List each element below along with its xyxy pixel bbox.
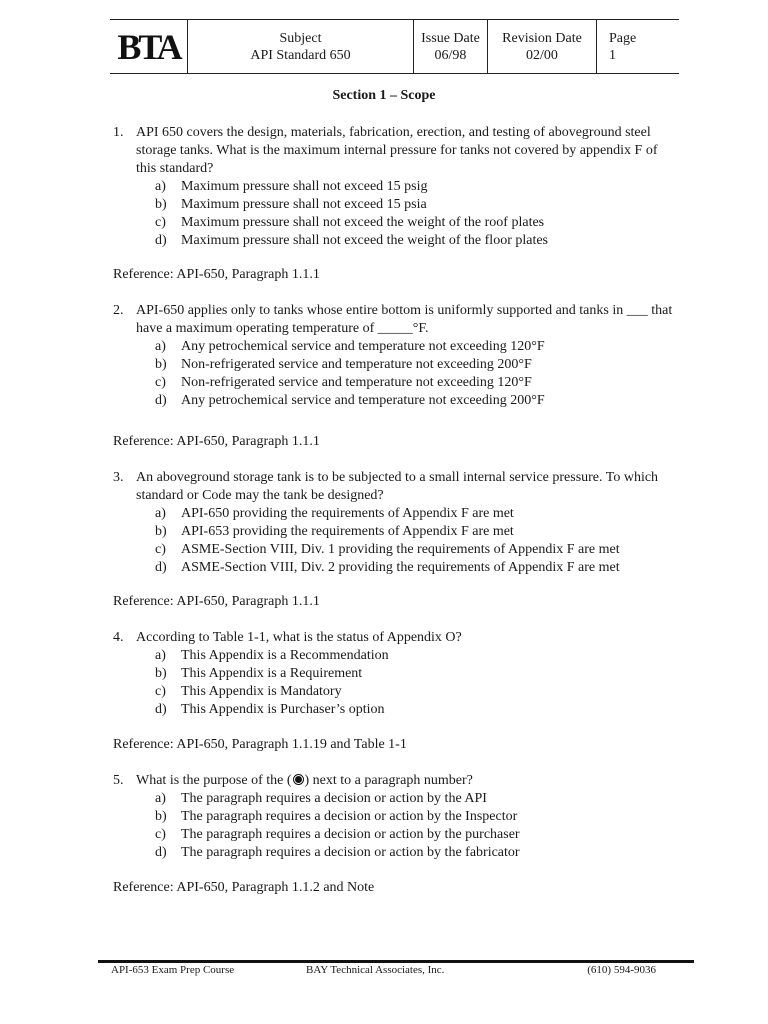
answer-option <box>155 232 673 250</box>
page-footer <box>111 963 656 979</box>
option-letter: c) <box>155 375 166 390</box>
reference-2: Reference: API-650, Paragraph 1.1.1 <box>113 434 320 449</box>
option-letter: c) <box>155 684 166 699</box>
option-letter: d) <box>155 233 167 248</box>
question-text-before-symbol: What is the purpose of the ( <box>136 773 292 788</box>
answer-option <box>155 790 673 808</box>
option-letter: c) <box>155 542 166 557</box>
revision-date-cell <box>488 20 597 73</box>
page-number-cell <box>597 20 679 73</box>
issue-date-label: Issue Date <box>421 30 480 46</box>
subject-value: API Standard 650 <box>250 47 351 63</box>
option-text: The paragraph requires a decision or action by the fabricator <box>181 845 520 860</box>
option-text: ASME-Section VIII, Div. 2 providing the requirements of Appendix F are met <box>181 560 620 575</box>
option-text: Any petrochemical service and temperature not exceeding 120°F <box>181 339 545 354</box>
page-label: Page <box>609 30 637 46</box>
answer-option <box>155 844 673 862</box>
answer-option <box>155 683 673 701</box>
question-text <box>136 772 673 790</box>
issue-date-value: 06/98 <box>434 47 467 63</box>
option-letter: b) <box>155 666 167 681</box>
reference-4: Reference: API-650, Paragraph 1.1.19 and Table 1-1 <box>113 737 407 752</box>
reference-1: Reference: API-650, Paragraph 1.1.1 <box>113 267 320 282</box>
answer-option <box>155 559 673 577</box>
section-title: Section 1 – Scope <box>332 88 436 103</box>
option-text: This Appendix is a Recommendation <box>181 648 389 663</box>
option-text: This Appendix is a Requirement <box>181 666 363 681</box>
option-letter: a) <box>155 506 166 521</box>
reference-5: Reference: API-650, Paragraph 1.1.2 and Note <box>113 880 375 895</box>
answer-option <box>155 392 673 410</box>
question-number: 4. <box>113 630 124 645</box>
footer-course-name: API-653 Exam Prep Course <box>111 964 235 976</box>
answer-options <box>155 505 673 577</box>
question-number: 3. <box>113 470 124 485</box>
answer-option <box>155 541 673 559</box>
option-text: The paragraph requires a decision or action by the purchaser <box>181 827 520 842</box>
subject-label: Subject <box>279 30 322 46</box>
answer-option <box>155 826 673 844</box>
question-number: 5. <box>113 773 124 788</box>
question-text: According to Table 1-1, what is the status of Appendix O? <box>136 630 462 645</box>
answer-option <box>155 523 673 541</box>
question-text: API-650 applies only to tanks whose entire bottom is uniformly supported and tanks in ___ that have a maximum operating temperature of _____°F. <box>136 303 673 336</box>
option-letter: b) <box>155 357 167 372</box>
question-text: An aboveground storage tank is to be subjected to a small internal service pressure. To which standard or Code may the tank be designed? <box>136 470 659 503</box>
question-number: 1. <box>113 125 124 140</box>
option-letter: d) <box>155 845 167 860</box>
question-text-after-symbol: ) next to a paragraph number? <box>304 773 473 788</box>
option-text: API-653 providing the requirements of Appendix F are met <box>181 524 514 539</box>
question-text: API 650 covers the design, materials, fabrication, erection, and testing of aboveground steel storage tanks. What is the maximum internal pressure for tanks not covered by appendix F of this standard? <box>136 125 658 176</box>
option-letter: a) <box>155 648 166 663</box>
paragraph-marker-icon <box>293 774 304 785</box>
answer-options <box>155 790 673 862</box>
option-letter: c) <box>155 215 166 230</box>
option-text: Non-refrigerated service and temperature not exceeding 200°F <box>181 357 532 372</box>
answer-option <box>155 214 673 232</box>
answer-option <box>155 647 673 665</box>
option-text: Any petrochemical service and temperature not exceeding 200°F <box>181 393 545 408</box>
option-letter: b) <box>155 809 167 824</box>
question-number: 2. <box>113 303 124 318</box>
option-text: The paragraph requires a decision or action by the API <box>181 791 487 806</box>
option-letter: d) <box>155 393 167 408</box>
revision-date-label: Revision Date <box>502 30 582 46</box>
answer-option <box>155 505 673 523</box>
logo-cell <box>110 20 188 73</box>
option-text: This Appendix is Purchaser’s option <box>181 702 385 717</box>
option-letter: a) <box>155 179 166 194</box>
answer-option <box>155 374 673 392</box>
option-letter: b) <box>155 524 167 539</box>
issue-date-cell <box>414 20 488 73</box>
option-letter: a) <box>155 339 166 354</box>
option-letter: d) <box>155 560 167 575</box>
bta-logo <box>117 26 180 67</box>
answer-options <box>155 178 673 250</box>
option-text: The paragraph requires a decision or action by the Inspector <box>181 809 518 824</box>
option-text: Non-refrigerated service and temperature not exceeding 120°F <box>181 375 532 390</box>
answer-option <box>155 665 673 683</box>
footer-phone: (610) 594-9036 <box>587 964 656 976</box>
answer-option <box>155 701 673 719</box>
option-text: API-650 providing the requirements of Appendix F are met <box>181 506 514 521</box>
document-header-table <box>110 19 679 74</box>
answer-options <box>155 338 673 410</box>
option-text: Maximum pressure shall not exceed 15 psia <box>181 197 427 212</box>
revision-date-value: 02/00 <box>526 47 558 63</box>
question-1 <box>113 124 673 250</box>
option-text: This Appendix is Mandatory <box>181 684 342 699</box>
option-text: Maximum pressure shall not exceed 15 psig <box>181 179 428 194</box>
question-3 <box>113 469 673 577</box>
question-4 <box>113 629 673 719</box>
logo-text: BTA <box>117 26 180 67</box>
answer-option <box>155 338 673 356</box>
footer-company-name: BAY Technical Associates, Inc. <box>306 964 445 976</box>
answer-options <box>155 647 673 719</box>
option-text: Maximum pressure shall not exceed the weight of the floor plates <box>181 233 549 248</box>
option-text: Maximum pressure shall not exceed the weight of the roof plates <box>181 215 545 230</box>
answer-option <box>155 196 673 214</box>
option-letter: c) <box>155 827 166 842</box>
option-letter: a) <box>155 791 166 806</box>
answer-option <box>155 356 673 374</box>
answer-option <box>155 808 673 826</box>
subject-cell <box>188 20 414 73</box>
option-letter: d) <box>155 702 167 717</box>
option-text: ASME-Section VIII, Div. 1 providing the requirements of Appendix F are met <box>181 542 620 557</box>
reference-3: Reference: API-650, Paragraph 1.1.1 <box>113 594 320 609</box>
option-letter: b) <box>155 197 167 212</box>
question-5 <box>113 772 673 862</box>
question-2 <box>113 302 673 410</box>
answer-option <box>155 178 673 196</box>
page-value: 1 <box>609 47 616 63</box>
